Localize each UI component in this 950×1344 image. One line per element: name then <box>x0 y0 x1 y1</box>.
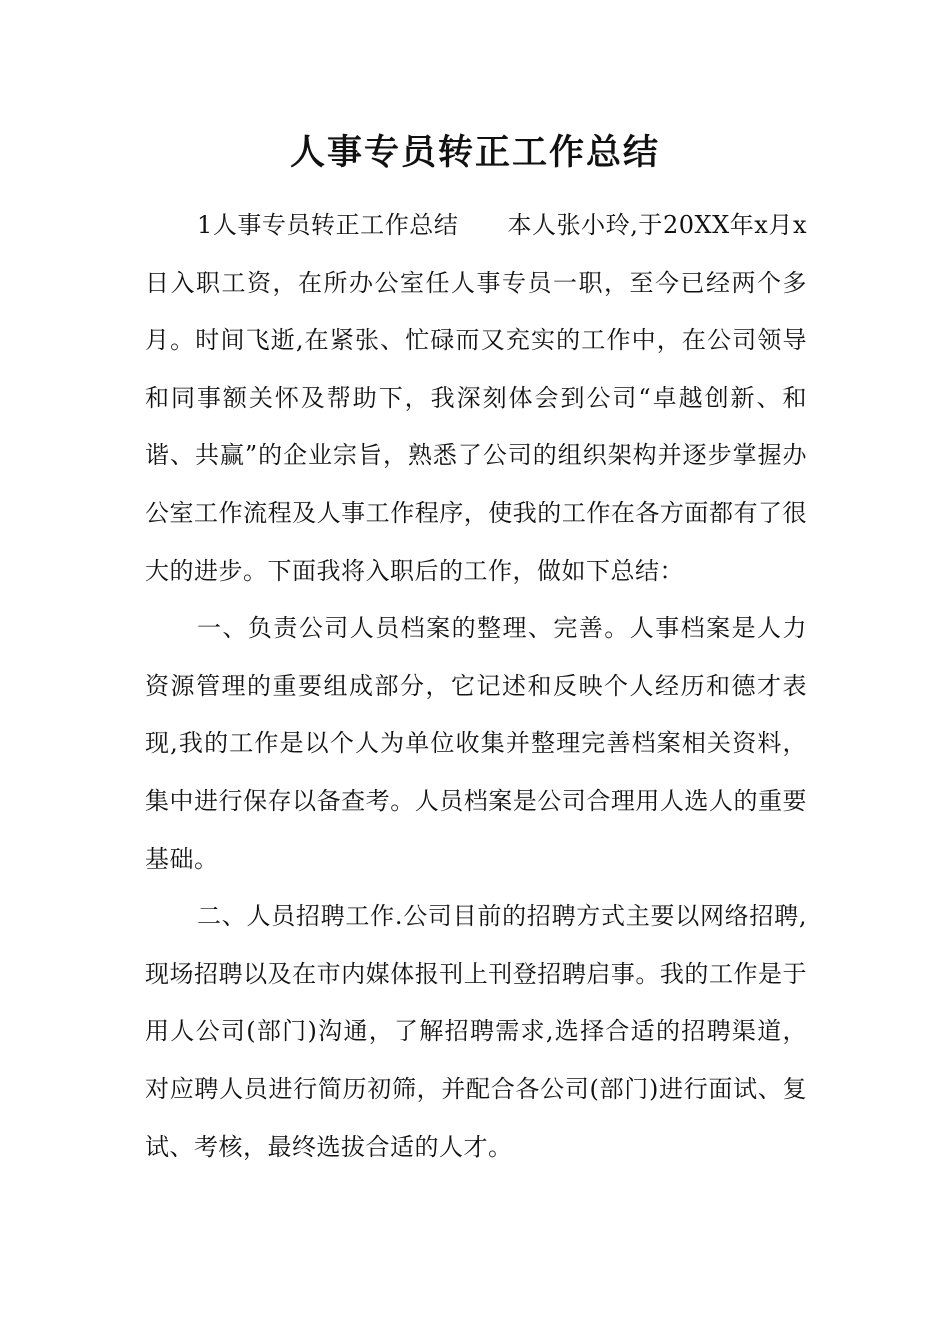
paragraph-recruitment: 二、人员招聘工作.公司目前的招聘方式主要以网络招聘,现场招聘以及在市内媒体报刊上刊登招聘启事。我的工作是于用人公司(部门)沟通，了解招聘需求,选择合适的招聘渠道，对应聘人员进行简历初筛，并配合各公司(部门)进行面试、复试、考核，最终选拔合适的人才。 <box>145 902 807 1161</box>
document-body <box>145 197 807 1176</box>
document-title: 人事专员转正工作总结 <box>289 132 660 173</box>
paragraph-intro: 1人事专员转正工作总结 本人张小玲,于20XX年x月x日入职工资，在所办公室任人事专员一职，至今已经两个多月。时间飞逝,在紧张、忙碌而又充实的工作中，在公司领导和同事额关怀及帮助下，我深刻体会到公司“卓越创新、和谐、共赢”的企业宗旨，熟悉了公司的组织架构并逐步掌握办公室工作流程及人事工作程序，使我的工作在各方面都有了很大的进步。下面我将入职后的工作，做如下总结： <box>145 211 807 585</box>
paragraph-archives: 一、负责公司人员档案的整理、完善。人事档案是人力资源管理的重要组成部分，它记述和反映个人经历和德才表现,我的工作是以个人为单位收集并整理完善档案相关资料，集中进行保存以备查考。人员档案是公司合理用人选人的重要基础。 <box>145 614 807 873</box>
